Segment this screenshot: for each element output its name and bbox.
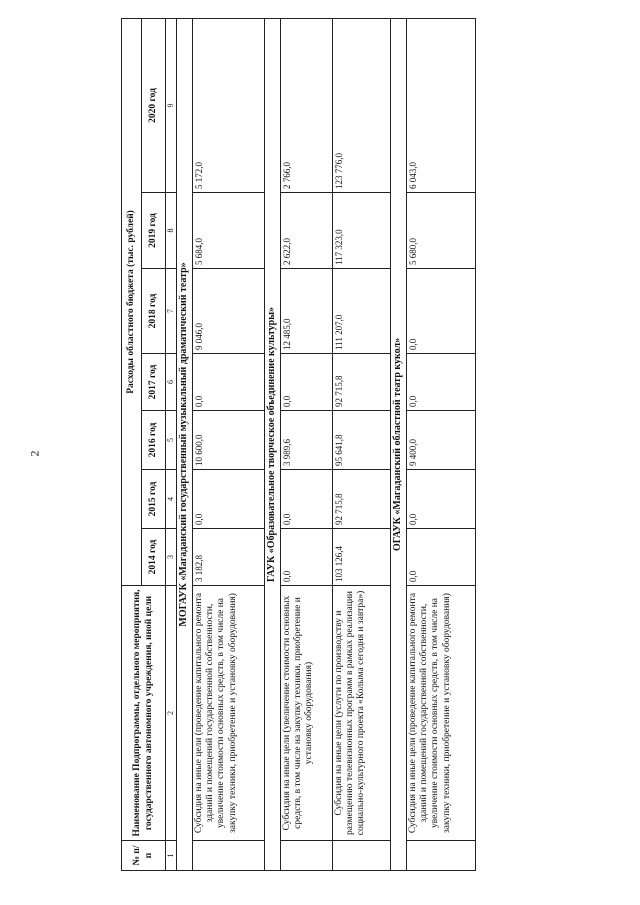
value-2018: 111 207,0	[332, 269, 390, 354]
value-2019: 5 684,0	[192, 193, 264, 269]
col-number: 6	[166, 354, 177, 411]
row-name: Субсидия на иные цели (услуги по производству и размещению телевизионных программ в рамках реализации социально-культурного проекта «Колыма сегодня и завтра»)	[332, 586, 390, 841]
value-2020: 123 776,0	[332, 18, 390, 192]
value-2015: 92 715,8	[332, 470, 390, 529]
value-2020: 6 043,0	[406, 18, 475, 192]
value-2014: 0,0	[406, 529, 475, 586]
value-2015: 0,0	[280, 470, 332, 529]
budget-table-sheet	[121, 19, 474, 871]
header-expenses: Расходы областного бюджета (тыс. рублей)	[122, 18, 142, 585]
header-year-2015: 2015 год	[142, 470, 166, 529]
header-year-2020: 2020 год	[142, 18, 166, 192]
value-2019: 117 323,0	[332, 193, 390, 269]
page-number: 2	[27, 450, 42, 457]
value-2014: 0,0	[280, 529, 332, 586]
section-title: ОГАУК «Магаданский областной театр кукол»	[390, 18, 406, 870]
row-num	[406, 841, 475, 871]
value-2017: 92 715,8	[332, 354, 390, 411]
row-num	[192, 841, 264, 871]
value-2020: 2 766,0	[280, 18, 332, 192]
section-title: МОГАУК «Магаданский государственный музыкальный драматический театр»	[176, 18, 192, 870]
value-2017: 0,0	[280, 354, 332, 411]
value-2017: 0,0	[406, 354, 475, 411]
value-2018: 12 485,0	[280, 269, 332, 354]
value-2017: 0,0	[192, 354, 264, 411]
col-number: 4	[166, 470, 177, 529]
value-2015: 0,0	[192, 470, 264, 529]
col-number: 9	[166, 18, 177, 192]
value-2016: 9 400,0	[406, 411, 475, 470]
col-number: 3	[166, 529, 177, 586]
col-number: 5	[166, 411, 177, 470]
value-2015: 0,0	[406, 470, 475, 529]
header-year-2016: 2016 год	[142, 411, 166, 470]
header-year-2019: 2019 год	[142, 193, 166, 269]
row-num	[332, 841, 390, 871]
value-2014: 3 182,8	[192, 529, 264, 586]
row-name: Субсидия на иные цели (проведение капитального ремонта зданий и помещений государственной собственности, увеличение стоимости основных средств, в том числе на закупку техники, приобретение и установку оборудования)	[406, 586, 475, 841]
header-year-2018: 2018 год	[142, 269, 166, 354]
col-number: 7	[166, 269, 177, 354]
budget-table	[121, 18, 476, 871]
value-2019: 2 622,0	[280, 193, 332, 269]
table-row	[406, 18, 475, 870]
col-number: 8	[166, 193, 177, 269]
value-2019: 5 680,0	[406, 193, 475, 269]
value-2016: 95 641,8	[332, 411, 390, 470]
col-number: 2	[166, 586, 177, 841]
value-2018: 9 046,0	[192, 269, 264, 354]
row-name: Субсидия на иные цели (проведение капитального ремонта зданий и помещений государственной собственности, увеличение стоимости основных средств, в том числе на закупку техники, приобретение и установку оборудования)	[192, 586, 264, 841]
row-name: Субсидия на иные цели (увеличение стоимости основных средств, в том числе на закупку техники, приобретение и установку оборудования)	[280, 586, 332, 841]
section-title: ГАУК «Образовательное творческое объединение культуры»	[264, 18, 280, 870]
table-row	[332, 18, 390, 870]
header-year-2017: 2017 год	[142, 354, 166, 411]
value-2016: 3 989,6	[280, 411, 332, 470]
col-number: 1	[166, 841, 177, 871]
value-2014: 103 126,4	[332, 529, 390, 586]
value-2016: 10 600,0	[192, 411, 264, 470]
table-row	[280, 18, 332, 870]
value-2020: 5 172,0	[192, 18, 264, 192]
header-year-2014: 2014 год	[142, 529, 166, 586]
row-num	[280, 841, 332, 871]
header-num: № п/п	[122, 841, 166, 871]
header-name: Наименование Подпрограммы, отдельного мероприятия, государственного автономного учреждения, иной цели	[122, 586, 166, 841]
value-2018: 0,0	[406, 269, 475, 354]
table-row	[192, 18, 264, 870]
